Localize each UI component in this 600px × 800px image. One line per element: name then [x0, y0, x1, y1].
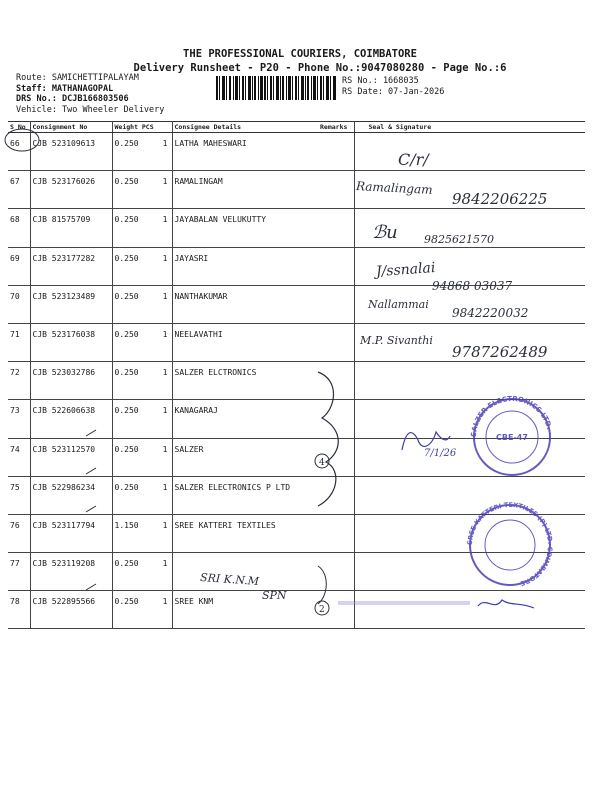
weight-value: 0.250	[114, 444, 139, 454]
salzer-stamp-text: SALZER ELECTRONICS LTD.	[469, 394, 554, 438]
katteri-stamp-text: SREE KATTERI TEXTILES (P) LTD. COIMBATORE	[465, 500, 555, 588]
cell-consignment: CJB 522606638	[30, 400, 112, 438]
cell-weight-pcs	[112, 285, 172, 323]
cell-consignment: CJB 522986234	[30, 476, 112, 514]
cell-remarks	[318, 362, 354, 400]
cell-weight-pcs	[112, 514, 172, 552]
cell-consignment: CJB 523117794	[30, 514, 112, 552]
phone-69: 94868 03037	[432, 279, 513, 293]
cell-sno: 71	[8, 323, 30, 361]
weight-value: 0.250	[114, 253, 139, 263]
signature-69: J/ssnalai	[375, 259, 436, 281]
col-consignee: Consignee Details	[172, 122, 318, 133]
pcs-value: 1	[162, 215, 168, 225]
col-remarks: Remarks	[318, 122, 354, 133]
svg-text:2: 2	[319, 605, 325, 615]
cell-remarks	[318, 400, 354, 438]
cell-seal	[354, 133, 585, 171]
table-header	[8, 122, 585, 133]
cell-weight-pcs	[112, 591, 172, 629]
weight-value: 0.250	[114, 482, 139, 492]
cell-consignee: NANTHAKUMAR	[172, 285, 318, 323]
cell-remarks	[318, 591, 354, 629]
vehicle-label: Vehicle: Two Wheeler Delivery	[16, 104, 165, 115]
svg-text:4: 4	[319, 458, 325, 468]
phone-71: 9787262489	[452, 343, 548, 361]
table-row	[8, 209, 585, 247]
date-74: 7/1/26	[424, 448, 457, 459]
col-seal: Seal & Signature	[354, 122, 585, 133]
signature-77: SRI K.N.M	[199, 570, 260, 589]
cell-seal	[354, 438, 585, 476]
weight-value: 0.250	[114, 368, 139, 378]
weight-value: 0.250	[114, 215, 139, 225]
phone-67: 9842206225	[452, 190, 548, 208]
cell-sno: 73	[8, 400, 30, 438]
cell-weight-pcs	[112, 400, 172, 438]
cell-remarks	[318, 247, 354, 285]
cell-consignee: RAMALINGAM	[172, 171, 318, 209]
weight-value: 0.250	[114, 329, 139, 339]
cell-seal	[354, 362, 585, 400]
table-row	[8, 514, 585, 552]
phone-70: 9842220032	[452, 306, 529, 320]
cell-consignee: SREE KNM	[172, 591, 318, 629]
pcs-value: 1	[162, 177, 168, 187]
cell-consignee: JAYASRI	[172, 247, 318, 285]
cell-consignment: CJB 523119208	[30, 553, 112, 591]
cell-seal	[354, 400, 585, 438]
cell-weight-pcs	[112, 323, 172, 361]
place-77: SPN	[262, 589, 287, 602]
cell-sno: 72	[8, 362, 30, 400]
cell-seal	[354, 476, 585, 514]
cell-seal	[354, 553, 585, 591]
barcode	[216, 76, 336, 100]
staff-label: Staff: MATHANAGOPAL	[16, 83, 114, 94]
cell-consignee: NEELAVATHI	[172, 323, 318, 361]
table-row	[8, 362, 585, 400]
table-row	[8, 553, 585, 591]
cell-remarks	[318, 476, 354, 514]
col-consignment: Consignment No	[30, 122, 112, 133]
cell-consignment: CJB 523032786	[30, 362, 112, 400]
cell-sno: 75	[8, 476, 30, 514]
weight-value: 0.250	[114, 139, 139, 148]
cell-weight-pcs	[112, 553, 172, 591]
cell-sno: 78	[8, 591, 30, 629]
company-title: THE PROFESSIONAL COURIERS, COIMBATORE	[183, 48, 417, 60]
runsheet-title: Delivery Runsheet - P20 - Phone No.:9047080280 - Page No.:6	[133, 62, 507, 74]
cell-consignment: CJB 523123489	[30, 285, 112, 323]
cell-remarks	[318, 285, 354, 323]
cell-consignment: CJB 523109613	[30, 133, 112, 171]
cell-weight-pcs	[112, 133, 172, 171]
cell-sno: 76	[8, 514, 30, 552]
cell-consignment: CJB 522895566	[30, 591, 112, 629]
weight-value: 0.250	[114, 406, 139, 416]
weight-value: 0.250	[114, 177, 139, 187]
cell-consignee: JAYABALAN VELUKUTTY	[172, 209, 318, 247]
table-row	[8, 133, 585, 171]
signature-70: Nallammai	[368, 298, 429, 311]
cell-sno: 66	[8, 133, 30, 171]
cell-consignee: KANAGARAJ	[172, 400, 318, 438]
cell-consignee: SALZER	[172, 438, 318, 476]
col-weight-pcs: Weight PCS	[112, 122, 172, 133]
cell-remarks	[318, 514, 354, 552]
phone-68: 9825621570	[424, 233, 494, 246]
rs-number: RS No.: 1668035	[342, 76, 419, 86]
cell-consignment: CJB 523177282	[30, 247, 112, 285]
cell-weight-pcs	[112, 438, 172, 476]
pcs-value: 1	[162, 368, 168, 378]
weight-value: 0.250	[114, 559, 139, 569]
signature-67: Ramalingam	[355, 179, 433, 197]
cell-weight-pcs	[112, 209, 172, 247]
pcs-value: 1	[162, 329, 168, 339]
cell-weight-pcs	[112, 476, 172, 514]
route-label: Route: SAMICHETTIPALAYAM	[16, 73, 139, 83]
cell-consignee: SALZER ELECTRONICS P LTD	[172, 476, 318, 514]
cell-sno: 77	[8, 553, 30, 591]
pcs-value: 1	[162, 444, 168, 454]
weight-value: 0.250	[114, 291, 139, 301]
cell-remarks	[318, 133, 354, 171]
cell-sno: 67	[8, 171, 30, 209]
cell-consignment: CJB 523112570	[30, 438, 112, 476]
cell-remarks	[318, 171, 354, 209]
rs-date: RS Date: 07-Jan-2026	[342, 86, 445, 97]
cell-remarks	[318, 323, 354, 361]
cell-weight-pcs	[112, 362, 172, 400]
table-row	[8, 591, 585, 629]
cell-remarks	[318, 209, 354, 247]
cell-sno: 70	[8, 285, 30, 323]
cell-weight-pcs	[112, 247, 172, 285]
signature-68: ℬu	[372, 222, 398, 243]
cell-sno: 74	[8, 438, 30, 476]
table-row	[8, 400, 585, 438]
cell-sno: 68	[8, 209, 30, 247]
cell-sno: 69	[8, 247, 30, 285]
cell-remarks	[318, 553, 354, 591]
cell-consignee: SREE KATTERI TEXTILES	[172, 514, 318, 552]
cell-remarks	[318, 438, 354, 476]
cell-weight-pcs	[112, 171, 172, 209]
cell-consignee: LATHA MAHESWARI	[172, 133, 318, 171]
salzer-stamp-code: CBE-47	[496, 433, 528, 442]
pcs-value: 1	[162, 597, 168, 607]
table-row	[8, 476, 585, 514]
table-row	[8, 438, 585, 476]
pcs-value: 1	[162, 253, 168, 263]
signature-66: C/r/	[398, 150, 429, 169]
pcs-value: 1	[162, 291, 168, 301]
cell-consignee: SALZER ELCTRONICS	[172, 362, 318, 400]
signature-71: M.P. Sivanthi	[360, 334, 433, 347]
cell-seal	[354, 514, 585, 552]
weight-value: 0.250	[114, 597, 139, 607]
pcs-value: 1	[162, 520, 168, 530]
pcs-value: 1	[162, 406, 168, 416]
pcs-value: 1	[162, 139, 168, 148]
drs-label: DRS No.: DCJB166803506	[16, 94, 129, 104]
cell-consignment: CJB 81575709	[30, 209, 112, 247]
cell-consignment: CJB 523176026	[30, 171, 112, 209]
cell-seal	[354, 591, 585, 629]
pcs-value: 1	[162, 482, 168, 492]
weight-value: 1.150	[114, 520, 139, 530]
pcs-value: 1	[162, 559, 168, 569]
col-sno: S No	[8, 122, 30, 133]
cell-consignment: CJB 523176038	[30, 323, 112, 361]
